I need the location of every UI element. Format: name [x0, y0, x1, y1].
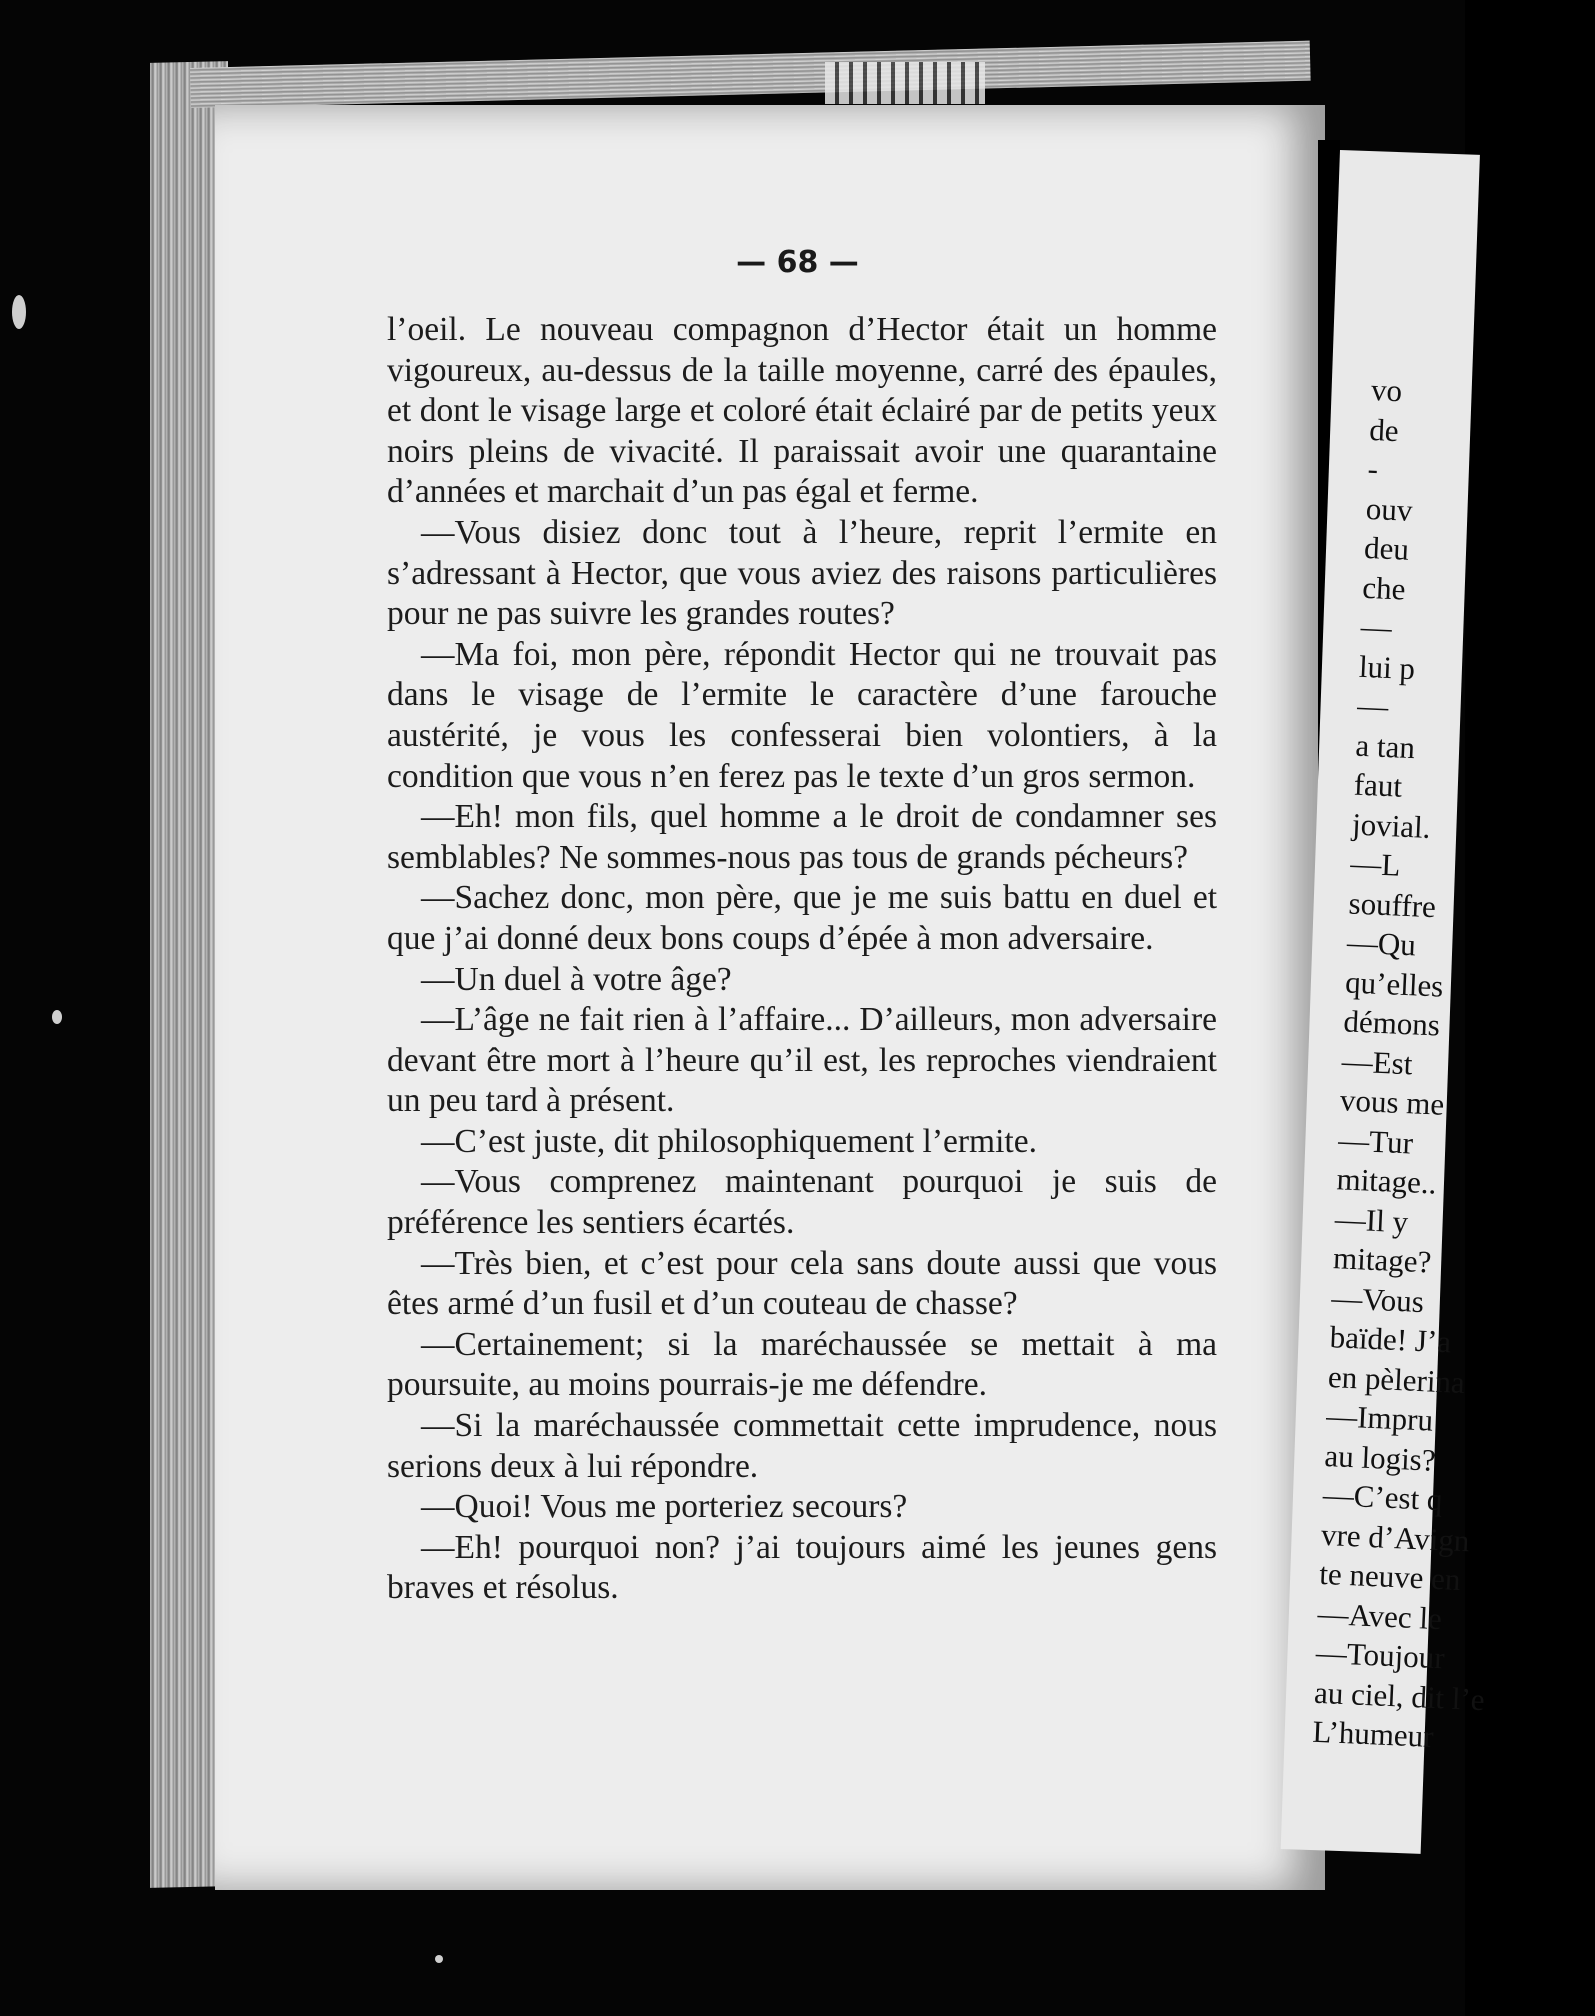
right-line: L’humeur	[1311, 1713, 1435, 1754]
right-line: -	[1366, 450, 1379, 487]
paragraph: —L’âge ne fait rien à l’affaire... D’ailleurs, mon adversaire devant être mort à l’heure qu’il est, les reproches viendraient un peu tard à présent.	[387, 1001, 1217, 1120]
paragraph: —Si la maréchaussée commettait cette imprudence, nous serions deux à lui répondre.	[387, 1407, 1217, 1485]
right-line: au ciel, dit l’e	[1313, 1674, 1486, 1717]
right-line: —C’est q	[1322, 1476, 1444, 1518]
right-line: vous me	[1339, 1082, 1445, 1122]
right-line: de	[1368, 411, 1400, 448]
right-line: te neuve en	[1318, 1555, 1462, 1597]
right-line: mitage..	[1335, 1161, 1438, 1201]
spine-ornament	[825, 62, 985, 104]
right-line: —Qu	[1346, 924, 1417, 963]
right-line: —Impru	[1325, 1398, 1434, 1438]
paragraph: l’oeil. Le nouveau compagnon d’Hector était un homme vigoureux, au-dessus de la taille moyenne, carré des épaules, et dont le visage large et coloré était éclairé par de petits yeux noirs pleins de vivacité. Il paraissait avoir une quarantaine d’années et marchait d’un pas égal et ferme.	[387, 311, 1217, 511]
right-line: faut	[1353, 766, 1403, 804]
right-line: souffre	[1347, 885, 1437, 924]
paragraph: —Quoi! Vous me porteriez secours?	[421, 1488, 908, 1526]
right-line: qu’elles	[1344, 963, 1445, 1004]
paragraph: —Très bien, et c’est pour cela sans doute aussi que vous êtes armé d’un fusil et d’un couteau de chasse?	[387, 1244, 1217, 1323]
paragraph: —Eh! pourquoi non? j’ai toujours aimé les jeunes gens braves et résolus.	[387, 1528, 1217, 1607]
right-line: vo	[1370, 371, 1403, 409]
dust-speck	[52, 1010, 62, 1024]
right-line: —	[1360, 608, 1393, 646]
right-line: —	[1356, 687, 1390, 725]
paragraph: —Un duel à votre âge?	[421, 960, 732, 998]
right-line: jovial.	[1351, 806, 1432, 845]
dust-speck	[435, 1955, 443, 1963]
dust-speck	[12, 295, 26, 329]
page-edge-top	[190, 41, 1311, 108]
right-line: ouv	[1365, 490, 1414, 528]
right-line: che	[1361, 569, 1407, 607]
paragraph: —C’est juste, dit philosophiquement l’ermite.	[421, 1122, 1037, 1160]
paragraph: —Sachez donc, mon père, que je me suis battu en duel et que j’ai donné deux bons coups d’épée à mon adversaire.	[387, 879, 1217, 957]
paragraph: —Ma foi, mon père, répondit Hector qui ne trouvait pas dans le visage de l’ermite le caractère d’une farouche austérité, je vous les confesserai bien volontiers, à la condition que vous n’en ferez pas le texte d’un gros sermon.	[387, 635, 1217, 795]
right-line: deu	[1363, 529, 1410, 567]
paragraph: —Vous disiez donc tout à l’heure, reprit l’ermite en s’adressant à Hector, que vous aviez des raisons particulières pour ne pas suivre les grandes routes?	[387, 513, 1217, 633]
right-line: —Est	[1341, 1042, 1414, 1081]
right-line: a tan	[1354, 727, 1416, 765]
right-line: vre d’Avign	[1320, 1516, 1471, 1558]
right-line: —Avec le	[1316, 1595, 1443, 1636]
right-line: —Toujour	[1315, 1634, 1446, 1676]
right-line: —L	[1349, 845, 1402, 883]
page-text	[387, 310, 1217, 1609]
right-line: —Vous	[1330, 1279, 1425, 1319]
right-line: —Il y	[1334, 1200, 1409, 1239]
paragraph: —Vous comprenez maintenant pourquoi je suis de préférence les sentiers écartés.	[387, 1163, 1217, 1242]
right-line: démons	[1342, 1003, 1441, 1043]
paragraph: —Eh! mon fils, quel homme a le droit de condamner ses semblables? Ne sommes-nous pas tous de grands pécheurs?	[387, 798, 1217, 876]
right-line: mitage?	[1332, 1240, 1433, 1280]
right-line: —Tur	[1337, 1121, 1414, 1161]
right-line: lui p	[1358, 648, 1416, 686]
page-number: — 68 —	[736, 245, 859, 280]
right-line: au logis?	[1323, 1437, 1437, 1478]
paragraph: —Certainement; si la maréchaussée se mettait à ma poursuite, au moins pourrais-je me défendre.	[387, 1325, 1217, 1404]
right-line: en pèlerina	[1327, 1358, 1466, 1400]
right-line: baïde! J’a	[1329, 1319, 1452, 1360]
